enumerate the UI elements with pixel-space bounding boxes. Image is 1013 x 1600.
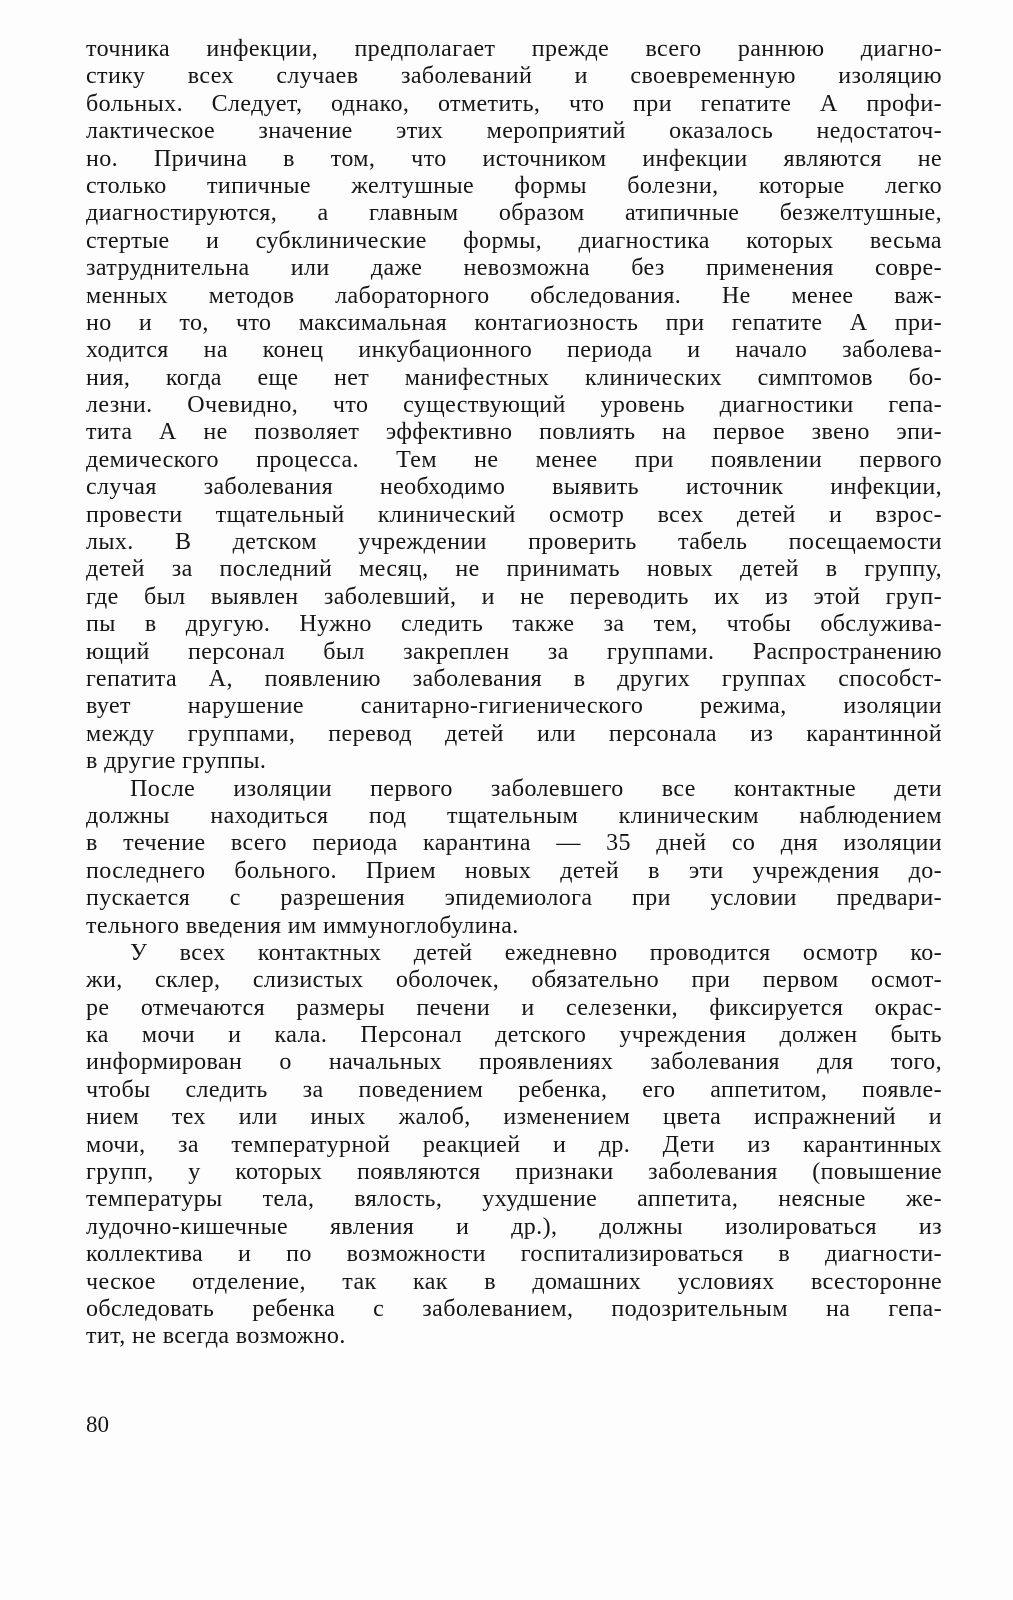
text-line: демического процесса. Тем не менее при появлении первого: [86, 446, 942, 473]
text-line: гепатита А, появлению заболевания в других группах способст-: [86, 665, 942, 692]
text-line: температуры тела, вялость, ухудшение аппетита, неясные же-: [86, 1186, 942, 1213]
text-line: вует нарушение санитарно-гигиенического режима, изоляции: [86, 693, 942, 720]
text-line: групп, у которых появляются признаки заболевания (повышение: [86, 1159, 942, 1186]
text-line: нием тех или иных жалоб, изменением цвета испражнений и: [86, 1104, 942, 1131]
text-line: После изоляции первого заболевшего все контактные дети: [130, 775, 942, 802]
text-line: должны находиться под тщательным клиническим наблюдением: [86, 802, 942, 829]
text-line: лактическое значение этих мероприятий оказалось недостаточ-: [86, 118, 942, 145]
text-line: лудочно-кишечные явления и др.), должны изолироваться из: [86, 1213, 942, 1240]
body-text: [86, 36, 942, 1351]
text-line: ющий персонал был закреплен за группами. Распространению: [86, 638, 942, 665]
text-line: стику всех случаев заболеваний и своевременную изоляцию: [86, 63, 942, 90]
text-line: лых. В детском учреждении проверить табель посещаемости: [86, 529, 942, 556]
text-line: в течение всего периода карантина — 35 дней со дня изоляции: [86, 830, 942, 857]
text-line: больных. Следует, однако, отметить, что при гепатите А профи-: [86, 90, 942, 117]
text-line: детей за последний месяц, не принимать новых детей в группу,: [86, 556, 942, 583]
text-line: провести тщательный клинический осмотр всех детей и взрос-: [86, 501, 942, 528]
text-line: обследовать ребенка с заболеванием, подозрительным на гепа-: [86, 1295, 942, 1322]
text-line: У всех контактных детей ежедневно проводится осмотр ко-: [130, 939, 942, 966]
text-line: жи, склер, слизистых оболочек, обязательно при первом осмот-: [86, 967, 942, 994]
text-line: в другие группы.: [86, 748, 267, 775]
text-line: менных методов лабораторного обследования. Не менее важ-: [86, 282, 942, 309]
text-line: ре отмечаются размеры печени и селезенки, фиксируется окрас-: [86, 994, 942, 1021]
text-line: затруднительна или даже невозможна без применения совре-: [86, 255, 942, 282]
text-line: ческое отделение, так как в домашних условиях всесторонне: [86, 1268, 942, 1295]
page-number: 80: [86, 1412, 109, 1437]
text-line: лезни. Очевидно, что существующий уровень диагностики гепа-: [86, 392, 942, 419]
text-line: мочи, за температурной реакцией и др. Дети из карантинных: [86, 1131, 942, 1158]
text-line: пускается с разрешения эпидемиолога при условии предвари-: [86, 885, 942, 912]
text-line: ходится на конец инкубационного периода и начало заболева-: [86, 337, 942, 364]
text-line: стертые и субклинические формы, диагностика которых весьма: [86, 227, 942, 254]
text-line: случая заболевания необходимо выявить источник инфекции,: [86, 474, 942, 501]
text-line: информирован о начальных проявлениях заболевания для того,: [86, 1049, 942, 1076]
text-line: ния, когда еще нет манифестных клинических симптомов бо-: [86, 364, 942, 391]
text-line: чтобы следить за поведением ребенка, его аппетитом, появле-: [86, 1076, 942, 1103]
text-line: между группами, перевод детей или персонала из карантинной: [86, 720, 942, 747]
text-line: точника инфекции, предполагает прежде всего раннюю диагно-: [86, 36, 942, 62]
text-line: но. Причина в том, что источником инфекции являются не: [86, 145, 942, 172]
text-line: тита А не позволяет эффективно повлиять на первое звено эпи-: [86, 419, 942, 446]
text-line: последнего больного. Прием новых детей в эти учреждения до-: [86, 857, 942, 884]
text-line: где был выявлен заболевший, и не переводить их из этой груп-: [86, 583, 942, 610]
text-line: пы в другую. Нужно следить также за тем, чтобы обслужива-: [86, 611, 942, 638]
text-line: ка мочи и кала. Персонал детского учреждения должен быть: [86, 1022, 942, 1049]
text-line: столько типичные желтушные формы болезни, которые легко: [86, 172, 942, 199]
text-line: диагностируются, а главным образом атипичные безжелтушные,: [86, 200, 942, 227]
text-line: но и то, что максимальная контагиозность при гепатите А при-: [86, 309, 942, 336]
text-line: тельного введения им иммуноглобулина.: [86, 912, 519, 939]
text-line: тит, не всегда возможно.: [86, 1323, 346, 1350]
text-line: коллектива и по возможности госпитализироваться в диагности-: [86, 1241, 942, 1268]
